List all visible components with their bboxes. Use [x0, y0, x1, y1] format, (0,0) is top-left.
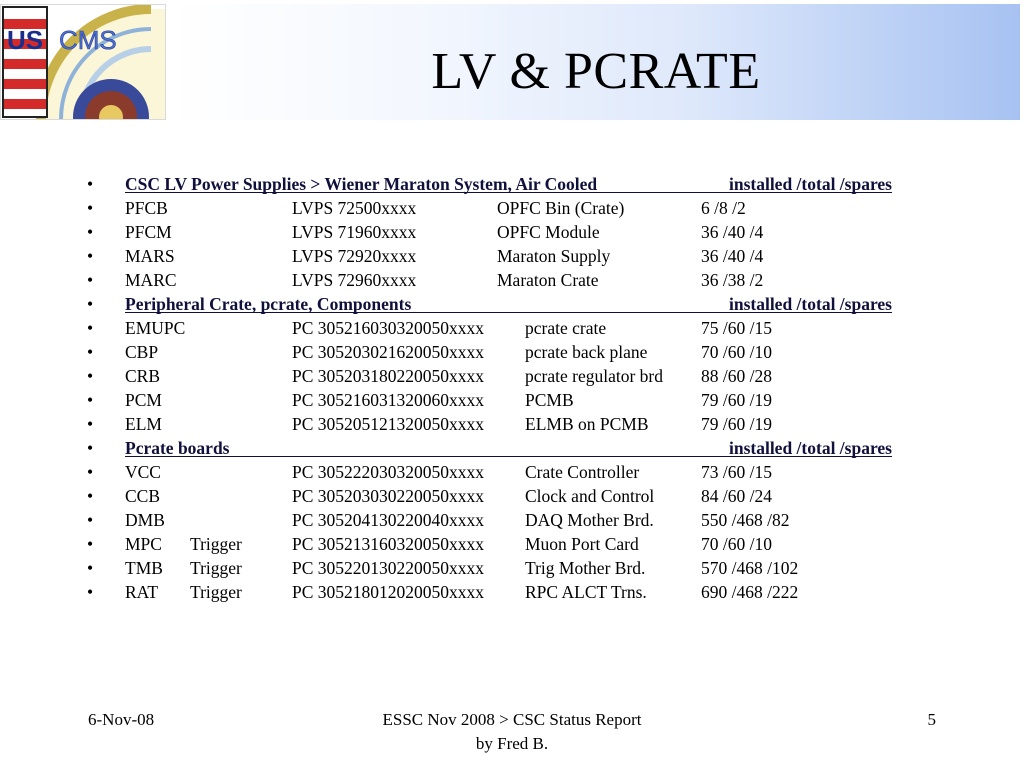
item-part: LVPS 71960xxxx	[292, 222, 417, 242]
footer-author: by Fred B.	[475, 734, 549, 753]
item-part: LVPS 72500xxxx	[292, 198, 417, 218]
item-part: PC 305216030320050xxxx	[292, 318, 485, 338]
item-name: CRB	[125, 366, 161, 386]
item-name: MARS	[125, 246, 175, 266]
item-counts: 75 /60 /15	[701, 318, 772, 338]
item-part: PC 305216031320060xxxx	[292, 390, 485, 410]
list-item: • RAT Trigger PC 305218012020050xxxx RPC ALCT Trns. 690 /468 /222	[87, 582, 799, 602]
item-part: PC 305222030320050xxxx	[292, 462, 485, 482]
logo-cms-text: CMS	[59, 25, 117, 55]
list-item	[0, 292, 1024, 316]
page-title: LV & PCRATE	[431, 43, 761, 100]
item-part: PC 305218012020050xxxx	[292, 582, 485, 602]
item-counts: 79 /60 /19	[701, 390, 772, 410]
bullet: •	[87, 174, 94, 194]
item-counts: 570 /468 /102	[701, 558, 799, 578]
item-desc: OPFC Module	[497, 222, 600, 242]
item-counts: 550 /468 /82	[701, 510, 790, 530]
list-item: • ELM PC 305205121320050xxxx ELMB on PCMB 79 /60 /19	[87, 414, 772, 434]
list-item	[0, 172, 1024, 196]
list-item: • PFCM LVPS 71960xxxx OPFC Module 36 /40 /4	[87, 222, 764, 242]
item-counts: 88 /60 /28	[701, 366, 772, 386]
item-desc: pcrate regulator brd	[525, 366, 663, 386]
section-header-columns: installed /total /spares	[728, 174, 892, 194]
item-counts: 70 /60 /10	[701, 342, 772, 362]
section-header-lv	[125, 172, 892, 193]
item-sub: Trigger	[190, 582, 242, 602]
list-item: • MARS LVPS 72920xxxx Maraton Supply 36 /40 /4	[87, 246, 764, 266]
list-item: • CBP PC 305203021620050xxxx pcrate back plane 70 /60 /10	[87, 342, 772, 362]
footer-date: 6-Nov-08	[88, 710, 155, 729]
bullet: •	[87, 438, 94, 458]
bullet: •	[87, 294, 94, 314]
content-list	[0, 172, 1024, 604]
item-desc: pcrate crate	[525, 318, 607, 338]
item-desc: PCMB	[525, 390, 574, 410]
section-header-label: Peripheral Crate, pcrate, Components	[125, 294, 412, 314]
footer-center	[312, 708, 712, 756]
item-counts: 84 /60 /24	[701, 486, 772, 506]
item-counts: 36 /40 /4	[701, 246, 764, 266]
item-counts: 36 /40 /4	[701, 222, 764, 242]
title-bar	[172, 4, 1020, 120]
item-name: RAT	[125, 582, 159, 602]
item-part: PC 305203180220050xxxx	[292, 366, 485, 386]
cms-emblem-icon	[1, 5, 165, 119]
section-header-label: Pcrate boards	[125, 438, 230, 458]
item-part: PC 305213160320050xxxx	[292, 534, 485, 554]
item-counts: 690 /468 /222	[701, 582, 799, 602]
item-name: TMB	[125, 558, 163, 578]
list-item: • MARC LVPS 72960xxxx Maraton Crate 36 /38 /2	[87, 270, 764, 290]
item-part: PC 305204130220040xxxx	[292, 510, 485, 530]
item-desc: Trig Mother Brd.	[525, 558, 646, 578]
list-item	[0, 436, 1024, 460]
item-part: LVPS 72960xxxx	[292, 270, 417, 290]
item-counts: 79 /60 /19	[701, 414, 772, 434]
item-name: MPC	[125, 534, 162, 554]
item-counts: 70 /60 /10	[701, 534, 772, 554]
page-number: 5	[927, 710, 936, 729]
item-name: PFCM	[125, 222, 172, 242]
item-part: PC 305205121320050xxxx	[292, 414, 485, 434]
item-name: EMUPC	[125, 318, 186, 338]
list-item: • PCM PC 305216031320060xxxx PCMB 79 /60 /19	[87, 390, 772, 410]
section-header-pcrate	[125, 292, 892, 313]
item-part: LVPS 72920xxxx	[292, 246, 417, 266]
section-header-columns: installed /total /spares	[728, 294, 892, 314]
item-name: VCC	[125, 462, 161, 482]
list-item: • EMUPC PC 305216030320050xxxx pcrate crate 75 /60 /15	[87, 318, 772, 338]
item-desc: Maraton Crate	[497, 270, 599, 290]
item-desc: DAQ Mother Brd.	[525, 510, 654, 530]
list-item: • PFCB LVPS 72500xxxx OPFC Bin (Crate) 6 /8 /2	[87, 198, 746, 218]
list-item: • DMB PC 305204130220040xxxx DAQ Mother Brd. 550 /468 /82	[87, 510, 790, 530]
item-sub: Trigger	[190, 558, 242, 578]
item-desc: Crate Controller	[525, 462, 640, 482]
item-desc: Maraton Supply	[497, 246, 611, 266]
item-counts: 73 /60 /15	[701, 462, 772, 482]
item-part: PC 305203030220050xxxx	[292, 486, 485, 506]
section-header-columns: installed /total /spares	[728, 438, 892, 458]
footer-title: ESSC Nov 2008 > CSC Status Report	[382, 710, 642, 729]
item-desc: pcrate back plane	[525, 342, 648, 362]
item-sub: Trigger	[190, 534, 242, 554]
list-item: • TMB Trigger PC 305220130220050xxxx Trig Mother Brd. 570 /468 /102	[87, 558, 799, 578]
item-desc: Muon Port Card	[525, 534, 639, 554]
item-desc: RPC ALCT Trns.	[525, 582, 647, 602]
item-part: PC 305220130220050xxxx	[292, 558, 485, 578]
item-name: CCB	[125, 486, 161, 506]
item-counts: 36 /38 /2	[701, 270, 764, 290]
item-desc: OPFC Bin (Crate)	[497, 198, 625, 218]
section-header-boards	[125, 436, 892, 457]
item-part: PC 305203021620050xxxx	[292, 342, 485, 362]
item-name: ELM	[125, 414, 162, 434]
list-item: • MPC Trigger PC 305213160320050xxxx Muon Port Card 70 /60 /10	[87, 534, 772, 554]
logo-us-text: US	[7, 25, 44, 55]
item-counts: 6 /8 /2	[701, 198, 746, 218]
item-name: MARC	[125, 270, 177, 290]
item-name: PCM	[125, 390, 162, 410]
item-name: PFCB	[125, 198, 168, 218]
list-item: • VCC PC 305222030320050xxxx Crate Controller 73 /60 /15	[87, 462, 772, 482]
list-item: • CRB PC 305203180220050xxxx pcrate regulator brd 88 /60 /28	[87, 366, 772, 386]
item-desc: ELMB on PCMB	[525, 414, 649, 434]
section-header-label: CSC LV Power Supplies > Wiener Maraton System, Air Cooled	[125, 174, 598, 194]
list-item: • CCB PC 305203030220050xxxx Clock and Control 84 /60 /24	[87, 486, 772, 506]
item-name: DMB	[125, 510, 165, 530]
item-desc: Clock and Control	[525, 486, 655, 506]
item-name: CBP	[125, 342, 159, 362]
us-cms-logo	[0, 4, 166, 120]
